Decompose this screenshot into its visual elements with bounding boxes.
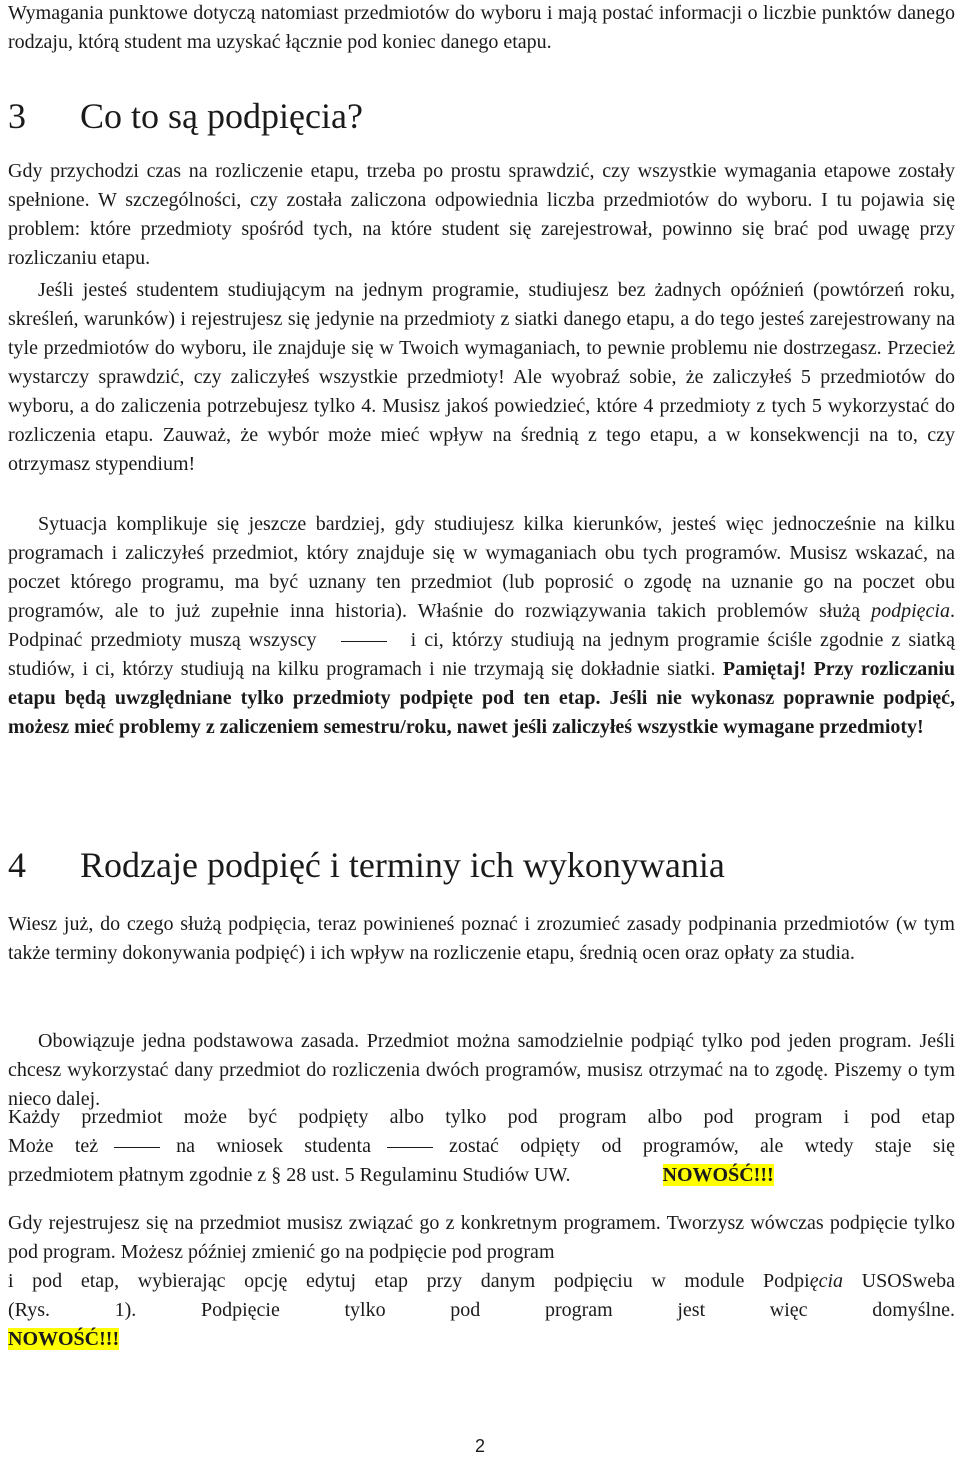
paragraph-4-line-4: (Rys. 1). Podpięcie tylko pod program jest więc domyślne. [8,1299,955,1321]
paragraph-4-line-5 [8,1325,955,1354]
section-3-paragraph-1: Gdy przychodzi czas na rozliczenie etapu, trzeba po prostu sprawdzić, czy wszystkie wymagania etapowe zostały spełnione. W szczególności, czy została zaliczona odpowiednia liczba przedmiotów do wyboru. I tu pojawia się problem: które przedmioty spośród tych, na które student się zarejestrował, powinno się brać pod uwagę przy rozliczaniu etapu. [8,160,955,269]
paragraph-3-line-1: Każdy przedmiot może być podpięty albo tylko pod program albo pod program i pod etap [8,1106,955,1128]
section-3-title: Co to są podpięcia? [80,96,363,136]
section-4-paragraph-3 [8,1103,955,1190]
paragraph-3-line-2: Może też na wniosek studenta zostać odpięty od programów, ale wtedy staje się [8,1135,955,1157]
section-4-number: 4 [8,845,26,885]
em-dash [114,1147,160,1148]
section-3-number: 3 [8,96,26,136]
page-number: 2 [474,1436,485,1456]
warning-text: Pamiętaj! Przy rozliczaniu etapu będą uwzględniane tylko przedmioty podpięte pod ten etap. Jeśli nie wykonasz poprawnie podpięć, możesz mieć problemy z zaliczeniem semestru/roku, nawet jeśli zaliczyłeś wszystkie wymagane przedmioty! [8,658,955,738]
section-3-paragraph-3: Sytuacja komplikuje się jeszcze bardziej, gdy studiujesz kilka kierunków, jesteś więc jednocześnie na kilku programach i zaliczyłeś przedmiot, który znajduje się w wymaganiach obu tych programów. Musisz wskazać, na poczet którego programu, ma być uznany ten przedmiot (lub poprosić o zgodę na uznanie go na poczet obu programów, ale to już zupełnie inna historia). Właśnie do rozwiązywania takich problemów służą podpięcia. Podpinać przedmioty muszą wszyscy i ci, którzy studiują na jednym programie ściśle zgodnie z siatką studiów, i ci, którzy studiują na kilku programach i nie trzymają się dokładnie siatki. Pamiętaj! Przy rozliczaniu etapu będą uwzględniane tylko przedmioty podpięte pod ten etap. Jeśli nie wykonasz poprawnie podpięć, możesz mieć problemy z zaliczeniem semestru/roku, nawet jeśli zaliczyłeś wszystkie wymagane przedmioty! [8,513,955,738]
paragraph-3-line-3: przedmiotem płatnym zgodnie z § 28 ust. 5 Regulaminu Studiów UW. NOWOŚĆ!!! [8,1164,774,1186]
section-4-title: Rodzaje podpięć i terminy ich wykonywania [80,845,725,885]
term-podpiecia: podpięcia [871,600,950,622]
paragraph-4-text: Gdy rejestrujesz się na przedmiot musisz związać go z konkretnym programem. Tworzysz wówczas podpięcie tylko pod program. Możesz później zmienić go na podpięcie pod program [8,1212,955,1263]
em-dash [341,641,387,642]
new-badge-1: NOWOŚĆ!!! [662,1164,774,1186]
section-4-heading [8,845,725,885]
em-dash [387,1147,433,1148]
section-4-paragraph-4 [8,1209,955,1354]
section-4-paragraph-1: Wiesz już, do czego służą podpięcia, teraz powinieneś poznać i zrozumieć zasady podpinania przedmiotów (w tym także terminy dokonywania podpięć) i ich wpływ na rozliczenie etapu, średnią ocen oraz opłaty za studia. [8,913,955,964]
new-badge-2: NOWOŚĆ!!! [8,1328,120,1350]
paragraph-4-line-3: i pod etap, wybierając opcję edytuj etap przy danym podpięciu w module Podpięcia USOSweba [8,1270,955,1292]
section-4-paragraph-2: Obowiązuje jedna podstawowa zasada. Przedmiot można samodzielnie podpiąć tylko pod jeden program. Jeśli chcesz wykorzystać dany przedmiot do rozliczenia dwóch programów, musisz otrzymać na to zgodę. Piszemy o tym nieco dalej. [8,1030,955,1110]
intro-paragraph: Wymagania punktowe dotyczą natomiast przedmiotów do wyboru i mają postać informacji o liczbie punktów danego rodzaju, którą student ma uzyskać łącznie pod koniec danego etapu. [8,2,955,53]
section-3-heading [8,96,363,136]
section-3-paragraph-2: Jeśli jesteś studentem studiującym na jednym programie, studiujesz bez żadnych opóźnień (powtórzeń roku, skreśleń, warunków) i rejestrujesz się jedynie na przedmioty z siatki danego etapu, a do tego jesteś zarejestrowany na tyle przedmiotów do wyboru, ile znajduje się w Twoich wymaganiach, to pewnie problemu nie dostrzegasz. Przecież wystarczy sprawdzić, czy zaliczyłeś wszystkie przedmioty! Ale wyobraź sobie, że zaliczyłeś 5 przedmiotów do wyboru, a do zaliczenia potrzebujesz tylko 4. Musisz jakoś powiedzieć, które 4 przedmioty z tych 5 wykorzystać do rozliczenia etapu. Zauważ, że wybór może mieć wpływ na średnią z tego etapu, a w konsekwencji na to, czy otrzymasz stypendium! [8,279,955,475]
